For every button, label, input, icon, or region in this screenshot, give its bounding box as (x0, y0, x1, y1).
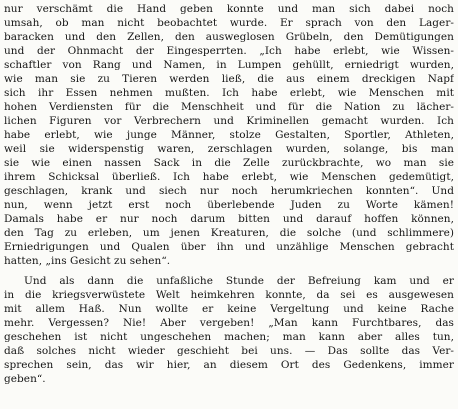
text-line: habe erlebt, wie junge Männer, stolze Gestalten, Sportler, Athleten, (4, 129, 454, 141)
text-line: weil sie widerspenstig waren, zerschlagen wurden, solange, bis man (4, 143, 454, 155)
text-line: den Tag zu erleben, um jenen Kreaturen, die solche (und schlimmere) (4, 227, 454, 239)
text-line: daß solches nicht wieder geschieht bei uns. — Das sollte das Ver- (4, 345, 454, 357)
text-line: mit allem Haß. Nun wollte er keine Vergeltung und keine Rache (4, 303, 454, 315)
text-line: Erniedrigungen und Qualen über ihn und unzählige Menschen gebracht (4, 241, 454, 253)
text-line: Damals habe er nur noch darum bitten und darauf hoffen können, (4, 213, 454, 225)
text-line: Und als dann die unfaßliche Stunde der Befreiung kam und er (24, 275, 454, 287)
text-line: geschehen ist nicht ungeschehen machen; man kann aber alles tun, (4, 331, 454, 343)
text-line: in die kriegsverwüstete Welt heimkehren konnte, da sei es ausgewesen (4, 289, 454, 301)
text-line: ihrem Schicksal überließ. Ich habe erlebt, wie Menschen gedemütigt, (4, 171, 454, 183)
text-line: umsah, ob man nicht beobachtet wurde. Er sprach von den Lager- (4, 17, 454, 29)
text-line: hohen Verdiensten für die Menschheit und für die Nation zu lächer- (4, 101, 454, 113)
paragraph-1 (4, 2, 454, 268)
text-line: geben“. (4, 373, 46, 385)
text-line: lichen Figuren vor Verbrechern und Kriminellen gemacht wurden. Ich (4, 115, 454, 127)
text-line: geschlagen, krank und siech nur noch herumkriechen konnten“. Und (4, 185, 454, 197)
text-line: nun, wenn jetzt erst noch überlebende Juden zu Worte kämen! (4, 199, 454, 211)
text-line: und der Ohnmacht der Eingesperrten. „Ich habe erlebt, wie Wissen- (4, 45, 454, 57)
text-line: nur verschämt die Hand geben konnte und man sich dabei noch (4, 3, 454, 15)
text-line: sie wie einen nassen Sack in die Zelle zurückbrachte, wo man sie (4, 157, 454, 169)
text-line: sich ihr Essen nehmen mußten. Ich habe erlebt, wie Menschen mit (4, 87, 454, 99)
paragraph-2 (4, 274, 454, 386)
text-line: mehr. Vergessen? Nie! Aber vergeben! „Man kann Furchtbares, das (4, 317, 454, 329)
text-line: schaftler von Rang und Namen, in Lumpen gehüllt, erniedrigt wurden, (4, 59, 454, 71)
text-line: wie man sie zu Tieren werden ließ, die aus einem dreckigen Napf (4, 73, 454, 85)
text-line: sprechen sein, das wir hier, an diesem Ort des Gedenkens, immer (4, 359, 454, 371)
text-line: baracken und den Zellen, den ausweglosen Grübeln, den Demütigungen (4, 31, 454, 43)
text-line: hatten, „ins Gesicht zu sehen“. (4, 255, 171, 267)
